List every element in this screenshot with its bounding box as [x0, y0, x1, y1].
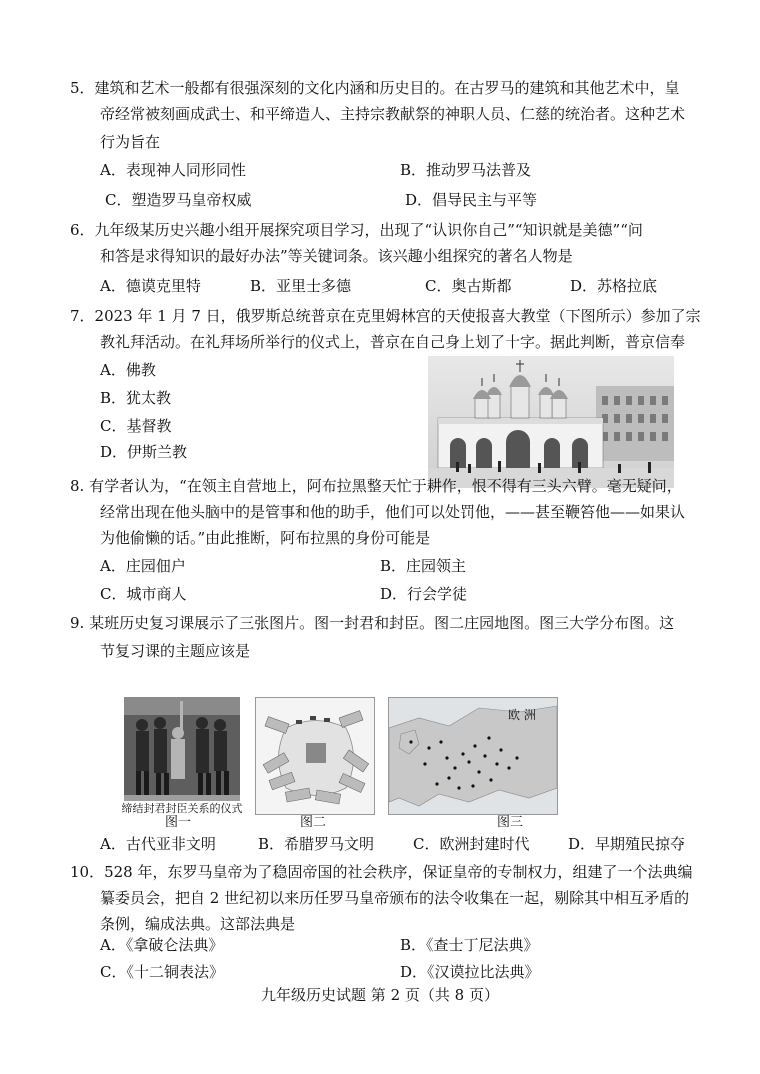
q8-option-b: B．庄园领主: [380, 557, 467, 575]
q8-line-2: 经常出现在他头脑中的是管事和他的助手，他们可以处罚他，——甚至鞭笞他——如果认: [100, 503, 686, 521]
q10-option-d: D．《汉谟拉比法典》: [400, 963, 540, 981]
q10-line-1: 10．528 年，东罗马皇帝为了稳固帝国的社会秩序，保证皇帝的专制权力，组建了一个法典编: [70, 863, 693, 881]
q9-option-b: B．希腊罗马文明: [258, 835, 375, 853]
figure-1-feudal-ceremony: [120, 697, 244, 817]
q9-option-c: C．欧洲封建时代: [413, 835, 530, 853]
q6-line-1: 6．九年级某历史兴趣小组开展探究项目学习，出现了“认识你自己”“知识就是美德”“问: [70, 221, 643, 239]
q6-option-a: A．德谟克里特: [100, 277, 201, 295]
q9-line-2: 节复习课的主题应该是: [100, 642, 251, 660]
q8-line-1: 8. 有学者认为，“在领主自营地上，阿布拉黑整天忙于耕作，恨不得有三头六臂。毫无疑问，: [70, 477, 682, 495]
q5-option-d: D．倡导民主与平等: [405, 191, 538, 209]
q9-line-1: 9. 某班历史复习课展示了三张图片。图一封君和封臣。图二庄园地图。图三大学分布图。这: [70, 614, 675, 632]
q5-line-3: 行为旨在: [100, 133, 161, 151]
q6-option-b: B．亚里士多德: [250, 277, 352, 295]
q7-option-d: D．伊斯兰教: [100, 443, 188, 461]
figure-3-caption: 图三: [497, 815, 524, 830]
q5-line-1: 5．建筑和艺术一般都有很强深刻的文化内涵和历史目的。在古罗马的建筑和其他艺术中，皇: [70, 79, 680, 97]
figure-2-caption: 图二: [300, 815, 327, 830]
figure-1-inner-caption: 缔结封君封臣关系的仪式: [121, 802, 243, 815]
q6-option-d: D．苏格拉底: [570, 277, 658, 295]
page-footer: 九年级历史试题 第 2 页（共 8 页）: [261, 986, 499, 1004]
q6-option-c: C．奥古斯都: [425, 277, 512, 295]
q10-option-a: A．《拿破仑法典》: [100, 936, 224, 954]
q7-line-2: 教礼拜活动。在礼拜场所举行的仪式上，普京在自己身上划了十字。据此判断，普京信奉: [100, 333, 686, 351]
figure-1-caption: 图一: [165, 815, 192, 830]
q7-option-a: A．佛教: [100, 361, 156, 379]
q6-line-2: 和答是求得知识的最好办法”等关键词条。该兴趣小组探究的著名人物是: [100, 247, 573, 265]
q5-option-b: B．推动罗马法普及: [400, 161, 532, 179]
q10-line-2: 纂委员会，把自 2 世纪初以来历任罗马皇帝颁布的法令收集在一起，剔除其中相互矛盾的: [100, 889, 690, 907]
q5-line-2: 帝经常被刻画成武士、和平缔造人、主持宗教献祭的神职人员、仁慈的统治者。这种艺术: [100, 105, 686, 123]
q8-option-d: D．行会学徒: [380, 585, 468, 603]
cathedral-photo: [428, 356, 674, 488]
q7-line-1: 7．2023 年 1 月 7 日，俄罗斯总统普京在克里姆林宫的天使报喜大教堂（下图所示）参加了宗: [70, 307, 701, 325]
q8-option-a: A．庄园佃户: [100, 557, 186, 575]
figure-3-map-label: 欧 洲: [508, 708, 536, 722]
q10-option-b: B．《查士丁尼法典》: [400, 936, 539, 954]
q8-option-c: C．城市商人: [100, 585, 187, 603]
q7-option-b: B．犹太教: [100, 389, 172, 407]
q10-option-c: C．《十二铜表法》: [100, 963, 224, 981]
q8-line-3: 为他偷懒的话。”由此推断，阿布拉黑的身份可能是: [100, 529, 431, 547]
q5-option-c: C．塑造罗马皇帝权威: [105, 191, 252, 209]
figure-2-manor-map: [255, 697, 375, 815]
q9-option-a: A．古代亚非文明: [100, 835, 216, 853]
q9-option-d: D．早期殖民掠夺: [568, 835, 686, 853]
q5-option-a: A．表现神人同形同性: [100, 161, 246, 179]
q10-line-3: 条例，编成法典。这部法典是: [100, 915, 296, 933]
q7-option-c: C．基督教: [100, 417, 172, 435]
